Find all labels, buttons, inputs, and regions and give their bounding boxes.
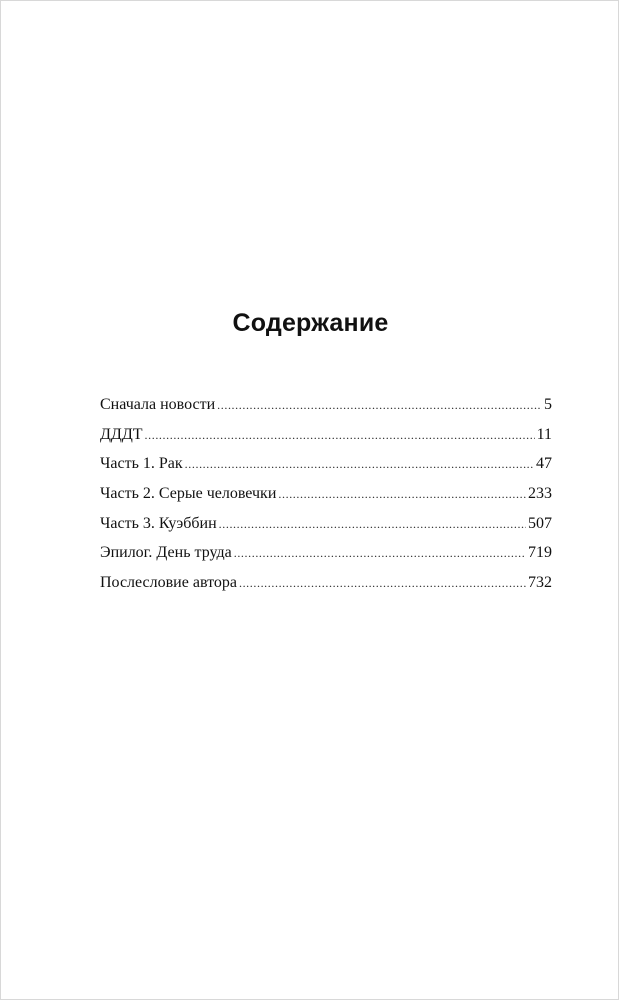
toc-leader-dots [145,428,535,443]
toc-entry[interactable] [100,574,552,604]
toc-leader-dots [234,546,526,561]
toc-entry-page: 507 [528,514,552,532]
toc-entry[interactable] [100,544,552,574]
toc-entry[interactable] [100,515,552,545]
toc-title: Содержание [232,309,389,337]
toc-entry-page: 719 [528,544,552,562]
toc-leader-dots [219,517,526,532]
toc-entry-label: Часть 1. Рак [100,455,183,473]
toc-entry[interactable] [100,455,552,485]
toc-entry-label: Эпилог. День труда [100,544,232,562]
toc-entry-label: ДДДТ [100,425,143,443]
toc-entry[interactable] [100,426,552,456]
toc-entry-label: Сначала новости [100,396,216,413]
toc-leader-dots [185,457,534,472]
toc-leader-dots [278,487,526,502]
toc-leader-dots [239,576,526,591]
toc-entry-label: Послесловие автора [100,574,237,592]
toc-entry-label: Часть 2. Серые человечки [100,485,277,503]
toc-entry[interactable] [100,485,552,515]
toc-entry-page: 11 [536,425,552,443]
toc-entry-page: 5 [544,396,552,413]
toc-leader-dots [217,398,542,413]
toc-entry-page: 732 [528,574,552,592]
toc-entry-page: 233 [528,485,552,503]
table-of-contents [100,396,552,604]
toc-entry-page: 47 [536,455,552,473]
toc-entry-label: Часть 3. Куэббин [100,514,217,532]
toc-entry[interactable] [100,396,552,426]
